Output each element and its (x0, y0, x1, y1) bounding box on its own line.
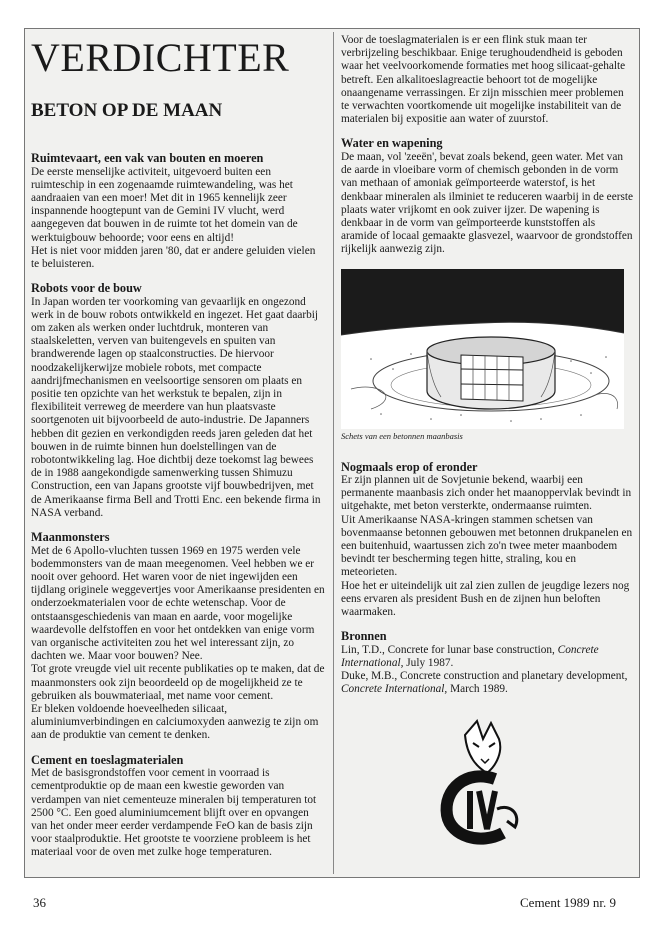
page-number: 36 (33, 895, 46, 910)
intro-paragraph: Voor de toeslagmaterialen is er een flink stuk maan ter verbrijzeling beschikbaar. Enige terughoudendheid is geboden waar het veelvoorkomende formaties met hoog silicaat-gehalte betreft. Een alkalitoeslagreactie behoort tot de mogelijke onaangename verrassingen. Er zijn misschien meer problemen te verwachten voortkomende uit mogelijke instabiliteit van de materialen bij expositie aan water of zuurstof. (341, 34, 626, 126)
section-heading-robots: Robots voor de bouw (31, 281, 142, 296)
article-title: VERDICHTER (31, 35, 290, 80)
paragraph: De maan, vol 'zeeën', bevat zoals bekend, geen water. Met van de aarde in vloeibare vorm of chemisch gebonden in de vorm van methaan of amoniak geïmporteerde waterstof, is het denkbaar mineralen als ilminiet te reduceren waarbij in de eerste plaats water vrijkomt en ook zuiver ijzer. De wapening is denkbaar in de vorm van geïmporteerde kunststoffen als aramide of locaal gemaakte glasvezel, waarvoor de grondstoffen rijkelijk aanwezig zijn. (341, 150, 634, 256)
section-heading-ruimtevaart: Ruimtevaart, een vak van bouten en moeren (31, 151, 264, 165)
lunar-base-illustration (341, 269, 624, 429)
paragraph: Hoe het er uiteindelijk uit zal zien zullen de jeugdige lezers nog eens ervaren als president Bush en de zijnen hun beloften waarmaken. (341, 579, 630, 619)
fox-logo-icon (437, 717, 529, 847)
paragraph: Tot grote vreugde viel uit recente publikaties op te maken, dat de maanmonsters ook zijn beoordeeld op de mogelijkheid ze te gebruiken als bouwmateriaal, met name voor cement. (31, 663, 325, 702)
paragraph: De eerste menselijke activiteit, uitgevoerd buiten een ruimteschip in een zogenaamde ruimtewandeling, was het aandraaien van een moer! Met dit in 1965 kennelijk zeer inspannende hoogtepunt van de Gemini IV vlucht, werd aangegeven dat bouwen in de ruimte tot het domein van de werktuigbouw behoorde; voor eens en altijd! (31, 165, 298, 244)
section-heading-cement: Cement en toeslagmaterialen (31, 752, 184, 767)
section-heading-maanmonsters: Maanmonsters (31, 530, 110, 545)
paragraph: Er zijn plannen uit de Sovjetunie bekend, waarbij een permanente maanbasis zich onder het maanoppervlak bevindt in uitgehakte, met beton versterkte, ondermaanse ruimten. (341, 474, 632, 513)
left-column (31, 34, 325, 860)
source-item: Lin, T.D., Concrete for lunar base construction, Concrete International, July 1987. (341, 643, 599, 669)
figure-caption: Schets van een betonnen maanbasis (341, 430, 463, 441)
source-item: Duke, M.B., Concrete construction and planetary development, Concrete International, March 1989. (341, 670, 628, 696)
paragraph: Met de 6 Apollo-vluchten tussen 1969 en 1975 werden vele bodemmonsters van de maan meegenomen. Veel hebben we er nooit over gehoord. Het waren voor de niet ingewijden een tijdlang originele weggevertjes voor Amerikaanse presidenten en onderzoekmaterialen voor de echte wetenschap. Voor de ontstaansgeschiedenis van maan en aarde, voor mogelijke waardevolle delfstoffen en voor het ontdekken van enige vorm van organische activiteiten zou het wel interessant zijn, zo dachten we. Maar voor bouwen? Nee. (31, 544, 325, 663)
paragraph: Er bleken voldoende hoeveelheden silicaat, aluminiumverbindingen en calciumoxyden aanwezig te zijn om aan de produktie van cement te denken. (31, 703, 319, 742)
paragraph: Met de basisgrondstoffen voor cement in voorraad is cementproduktie op de maan een kwestie geworden van verdampen van niet cementeuze mineralen bij temperaturen tot 2500 °C. Een goed aluminiumcement blijft over en opvangen van het onder meer eerder verdampende FeO kan de basis zijn voor staalproduktie. Het grootste te voorziene probleem is het materiaal voor de oven met zulke hoge temperaturen. (31, 767, 317, 859)
paragraph: Het is niet voor midden jaren '80, dat er andere geluiden vielen te beluisteren. (31, 244, 316, 270)
paragraph: In Japan worden ter voorkoming van gevaarlijk en ongezond werk in de bouw robots ontwikkeld en ingezet. Het gaat daarbij om zaken als werken onder luchtdruk, monteren van staalskeletten, verven van buitengevels en spuiten van brandwerende lagen op staalconstructies. De hiervoor noodzakelijkerwijze mobiele robots, met compacte aandrijfmechanismen en veelsoortige sensoren om plaats en positie ten opzichte van het werkstuk te bepalen, zijn in flexibiliteit verreweg de meerdere van hun plaatsvaste soortgenoten uit bijvoorbeeld de auto-industrie. De Japanners hebben dit gezien en verkondigden reeds jaren geleden dat het bouwen in de ruimte binnen hun doelstellingen van de robotontwikkeling lag. Hoe dichtbij deze toekomst lag bewees de in 1988 aangekondigde samenwerking tussen Shimuzu Construction, een van Japans grootste vijf bouwbedrijven, met de Amerikaanse firma Bell and Trotti Enc. een bekende firma in NASA verband. (31, 295, 321, 519)
right-column (341, 34, 633, 847)
journal-issue: Cement 1989 nr. 9 (520, 895, 617, 910)
section-heading-water: Water en wapening (341, 136, 443, 151)
section-heading-nogmaals: Nogmaals erop of eronder (341, 459, 478, 474)
sources-heading: Bronnen (341, 629, 387, 644)
article-subtitle: BETON OP DE MAAN (31, 100, 223, 121)
paragraph: Uit Amerikaanse NASA-kringen stammen schetsen van bovenmaanse betonnen gebouwen met betonnen drukpanelen en een buitenhuid, waartussen zich zo'n twee meter maanbodem bevindt ter bescherming tegen hitte, straling, kou en meteorieten. (341, 513, 633, 579)
column-divider (333, 32, 334, 874)
